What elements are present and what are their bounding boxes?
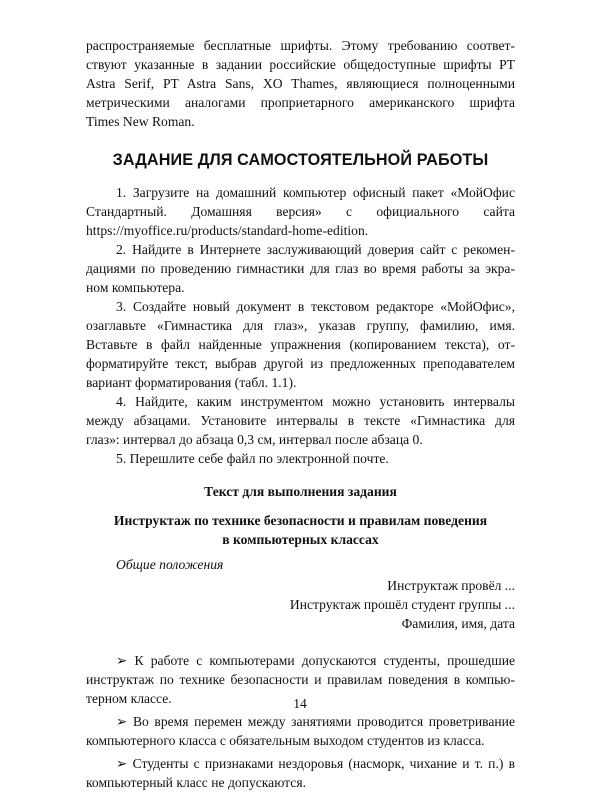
task-item-2 (86, 240, 515, 297)
task-line: 1. Загрузите на домашний компьютер офисный пакет «МойОфис (116, 185, 515, 200)
task-item-5 (86, 449, 515, 468)
bullet-line: компьютерного класса с обязательным выходом студентов из класса. (86, 733, 485, 748)
task-line: глаз»: интервал до абзаца 0,3 см, интервал после абзаца 0. (86, 432, 423, 447)
intro-line: Astra Serif, PT Astra Sans, XO Thames, являющиеся полноценными (86, 76, 515, 91)
task-line: озаглавьте «Гимнастика для глаз», указав группу, фамилию, имя. (86, 318, 515, 333)
bullet-text: К работе с компьютерами допускаются студенты, прошедшие (134, 653, 515, 668)
task-line: 4. Найдите, каким инструментом можно установить интервалы (116, 394, 515, 409)
bullet-item-2 (86, 712, 515, 750)
task-line: дациями по проведению гимнастики для глаз во время работы за экра- (86, 261, 515, 276)
general-provisions-subtitle: Общие положения (116, 557, 224, 572)
intro-line: метрическими аналогами проприетарного американского шрифта (86, 95, 515, 110)
instruction-title-line: в компьютерных классах (222, 532, 379, 547)
arrow-bullet-icon: ➢ (116, 756, 128, 771)
task-line: ном компьютера. (86, 280, 185, 295)
bullet-text: Студенты с признаками нездоровья (насморк, чихание и т. п.) в (132, 756, 515, 771)
instruction-title (86, 511, 515, 549)
task-line: вариант форматирования (табл. 1.1). (86, 375, 297, 390)
intro-paragraph (86, 36, 515, 131)
signature-block (86, 576, 515, 633)
intro-line: Times New Roman. (86, 114, 195, 129)
arrow-bullet-icon: ➢ (116, 714, 128, 729)
task-line: 2. Найдите в Интернете заслуживающий доверия сайт с рекомен- (116, 242, 515, 257)
signature-line: Инструктаж прошёл студент группы ... (289, 597, 515, 612)
task-item-1 (86, 183, 515, 240)
section-title: ЗАДАНИЕ ДЛЯ САМОСТОЯТЕЛЬНОЙ РАБОТЫ (112, 151, 489, 169)
bullet-line (86, 754, 515, 773)
page-number: 14 (293, 696, 307, 711)
bullet-text: Во время перемен между занятиями проводится проветривание (132, 714, 515, 729)
task-line: Стандартный. Домашняя версия» с официального сайта (86, 204, 515, 219)
task-line: форматируйте текст, выбрав другой из предложенных преподавателем (86, 356, 515, 371)
task-line: Вставьте в файл найденные упражнения (копированием текста), от- (86, 337, 515, 352)
intro-line: распространяемые бесплатные шрифты. Этому требованию соответ- (86, 38, 515, 53)
bullet-line: терном классе. (86, 691, 172, 706)
task-link: https://myoffice.ru/products/standard-home-edition. (86, 223, 369, 238)
task-list (86, 183, 515, 468)
bullet-line: компьютерный класс не допускаются. (86, 775, 306, 790)
bullet-line (86, 651, 515, 670)
signature-line: Фамилия, имя, дата (401, 616, 515, 631)
bullet-line (86, 712, 515, 731)
bullet-item-3 (86, 754, 515, 792)
arrow-bullet-icon: ➢ (116, 653, 128, 668)
signature-line: Инструктаж провёл ... (387, 578, 515, 593)
task-line: между абзацами. Установите интервалы в тексте «Гимнастика для (86, 413, 515, 428)
assignment-title: Текст для выполнения задания (204, 484, 397, 499)
task-item-4 (86, 392, 515, 449)
task-line: 3. Создайте новый документ в текстовом редакторе «МойОфис», (116, 299, 515, 314)
intro-line: ствуют указанные в задании российские общедоступные шрифты PT (86, 57, 515, 72)
task-item-3 (86, 297, 515, 392)
task-line: 5. Перешлите себе файл по электронной почте. (116, 451, 389, 466)
instruction-title-line: Инструктаж по технике безопасности и правилам поведения (113, 513, 488, 528)
bullet-line: инструктаж по технике безопасности и правилам поведения в компью- (86, 672, 515, 687)
